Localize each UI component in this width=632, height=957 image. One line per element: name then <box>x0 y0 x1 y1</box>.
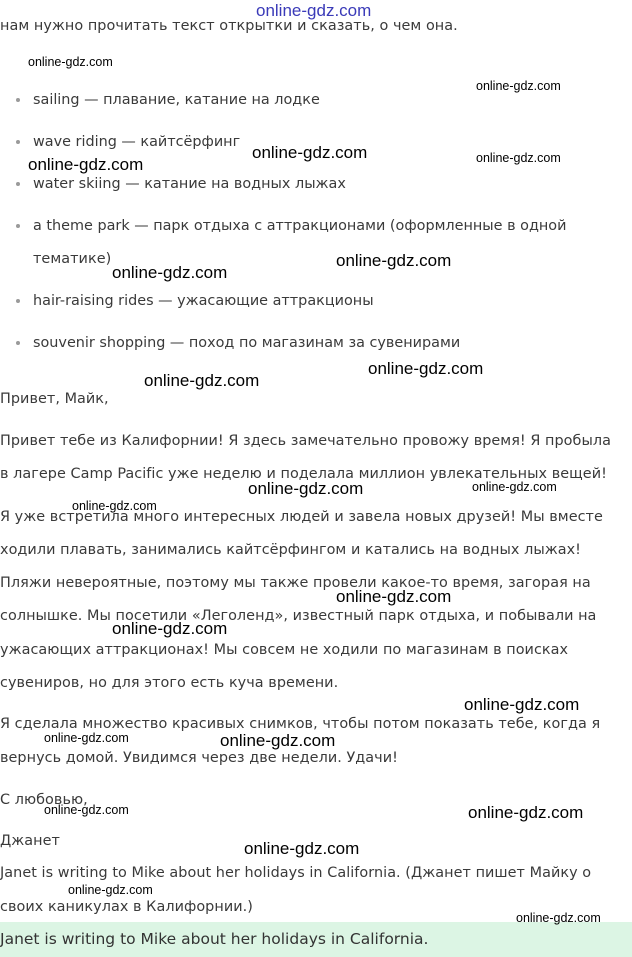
watermark: online-gdz.com <box>112 619 228 638</box>
watermark: online-gdz.com <box>220 731 336 750</box>
bullet-icon <box>16 182 20 186</box>
letter-line: в лагере Camp Pacific уже неделю и поделала миллион увлекательных вещей! <box>0 466 607 482</box>
watermark: online-gdz.com <box>28 55 113 69</box>
watermark: online-gdz.com <box>516 911 601 925</box>
letter-line: Я уже встретила много интересных людей и завела новых друзей! Мы вместе <box>0 509 603 525</box>
letter-line: сувениров, но для этого есть куча времени. <box>0 675 339 691</box>
summary-line: Janet is writing to Mike about her holidays in California. (Джанет пишет Майку о <box>0 865 592 881</box>
watermark: online-gdz.com <box>44 803 129 817</box>
watermark: online-gdz.com <box>464 695 580 714</box>
letter-line: Пляжи невероятные, поэтому мы также провели какое-то время, загорая на <box>0 575 591 591</box>
letter-greeting: Привет, Майк, <box>0 391 109 407</box>
letter-line: ходили плавать, занимались кайтсёрфингом и катались на водных лыжах! <box>0 542 581 558</box>
bullet-icon <box>16 98 20 102</box>
watermark: online-gdz.com <box>244 839 360 858</box>
watermark-top: online-gdz.com <box>256 1 372 20</box>
vocabulary-text: water skiing — катание на водных лыжах <box>33 176 346 192</box>
watermark: online-gdz.com <box>252 143 368 162</box>
watermark: online-gdz.com <box>248 479 364 498</box>
bullet-icon <box>16 224 20 228</box>
letter-line: Я сделала множество красивых снимков, чтобы потом показать тебе, когда я <box>0 716 601 732</box>
vocabulary-text: sailing — плавание, катание на лодке <box>33 92 320 108</box>
vocabulary-text: a theme park — парк отдыха с аттракционами (оформленные в одной <box>33 218 567 234</box>
answer-text: Janet is writing to Mike about her holidays in California. <box>0 930 429 948</box>
watermark: online-gdz.com <box>476 151 561 165</box>
watermark: online-gdz.com <box>68 883 153 897</box>
vocabulary-text: wave riding — кайтсёрфинг <box>33 134 241 150</box>
watermark: online-gdz.com <box>144 371 260 390</box>
letter-line: Привет тебе из Калифорнии! Я здесь замечательно провожу время! Я пробыла <box>0 433 611 449</box>
watermark: online-gdz.com <box>472 480 557 494</box>
letter-line: солнышке. Мы посетили «Леголенд», известный парк отдыха, и побывали на <box>0 608 597 624</box>
bullet-icon <box>16 341 20 345</box>
answer-box <box>0 922 632 957</box>
letter-line: ужасающих аттракционах! Мы совсем не ходили по магазинам в поисках <box>0 642 569 658</box>
watermark: online-gdz.com <box>112 263 228 282</box>
letter-signature: Джанет <box>0 833 60 849</box>
bullet-icon <box>16 299 20 303</box>
watermark: online-gdz.com <box>28 155 144 174</box>
vocabulary-text: hair-raising rides — ужасающие аттракционы <box>33 293 374 309</box>
watermark: online-gdz.com <box>476 79 561 93</box>
bullet-icon <box>16 140 20 144</box>
watermark: online-gdz.com <box>368 359 484 378</box>
intro-line: нам нужно прочитать текст открытки и сказать, о чем она. <box>0 18 458 34</box>
watermark: online-gdz.com <box>336 587 452 606</box>
watermark: online-gdz.com <box>468 803 584 822</box>
vocabulary-text-continuation: тематике) <box>33 251 112 267</box>
summary-line: своих каникулах в Калифорнии.) <box>0 899 253 915</box>
letter-line: вернусь домой. Увидимся через две недели. Удачи! <box>0 750 398 766</box>
letter-closing: С любовью, <box>0 792 88 808</box>
watermark: online-gdz.com <box>72 499 157 513</box>
watermark: online-gdz.com <box>44 731 129 745</box>
vocabulary-text: souvenir shopping — поход по магазинам за сувенирами <box>33 335 461 351</box>
watermark: online-gdz.com <box>336 251 452 270</box>
